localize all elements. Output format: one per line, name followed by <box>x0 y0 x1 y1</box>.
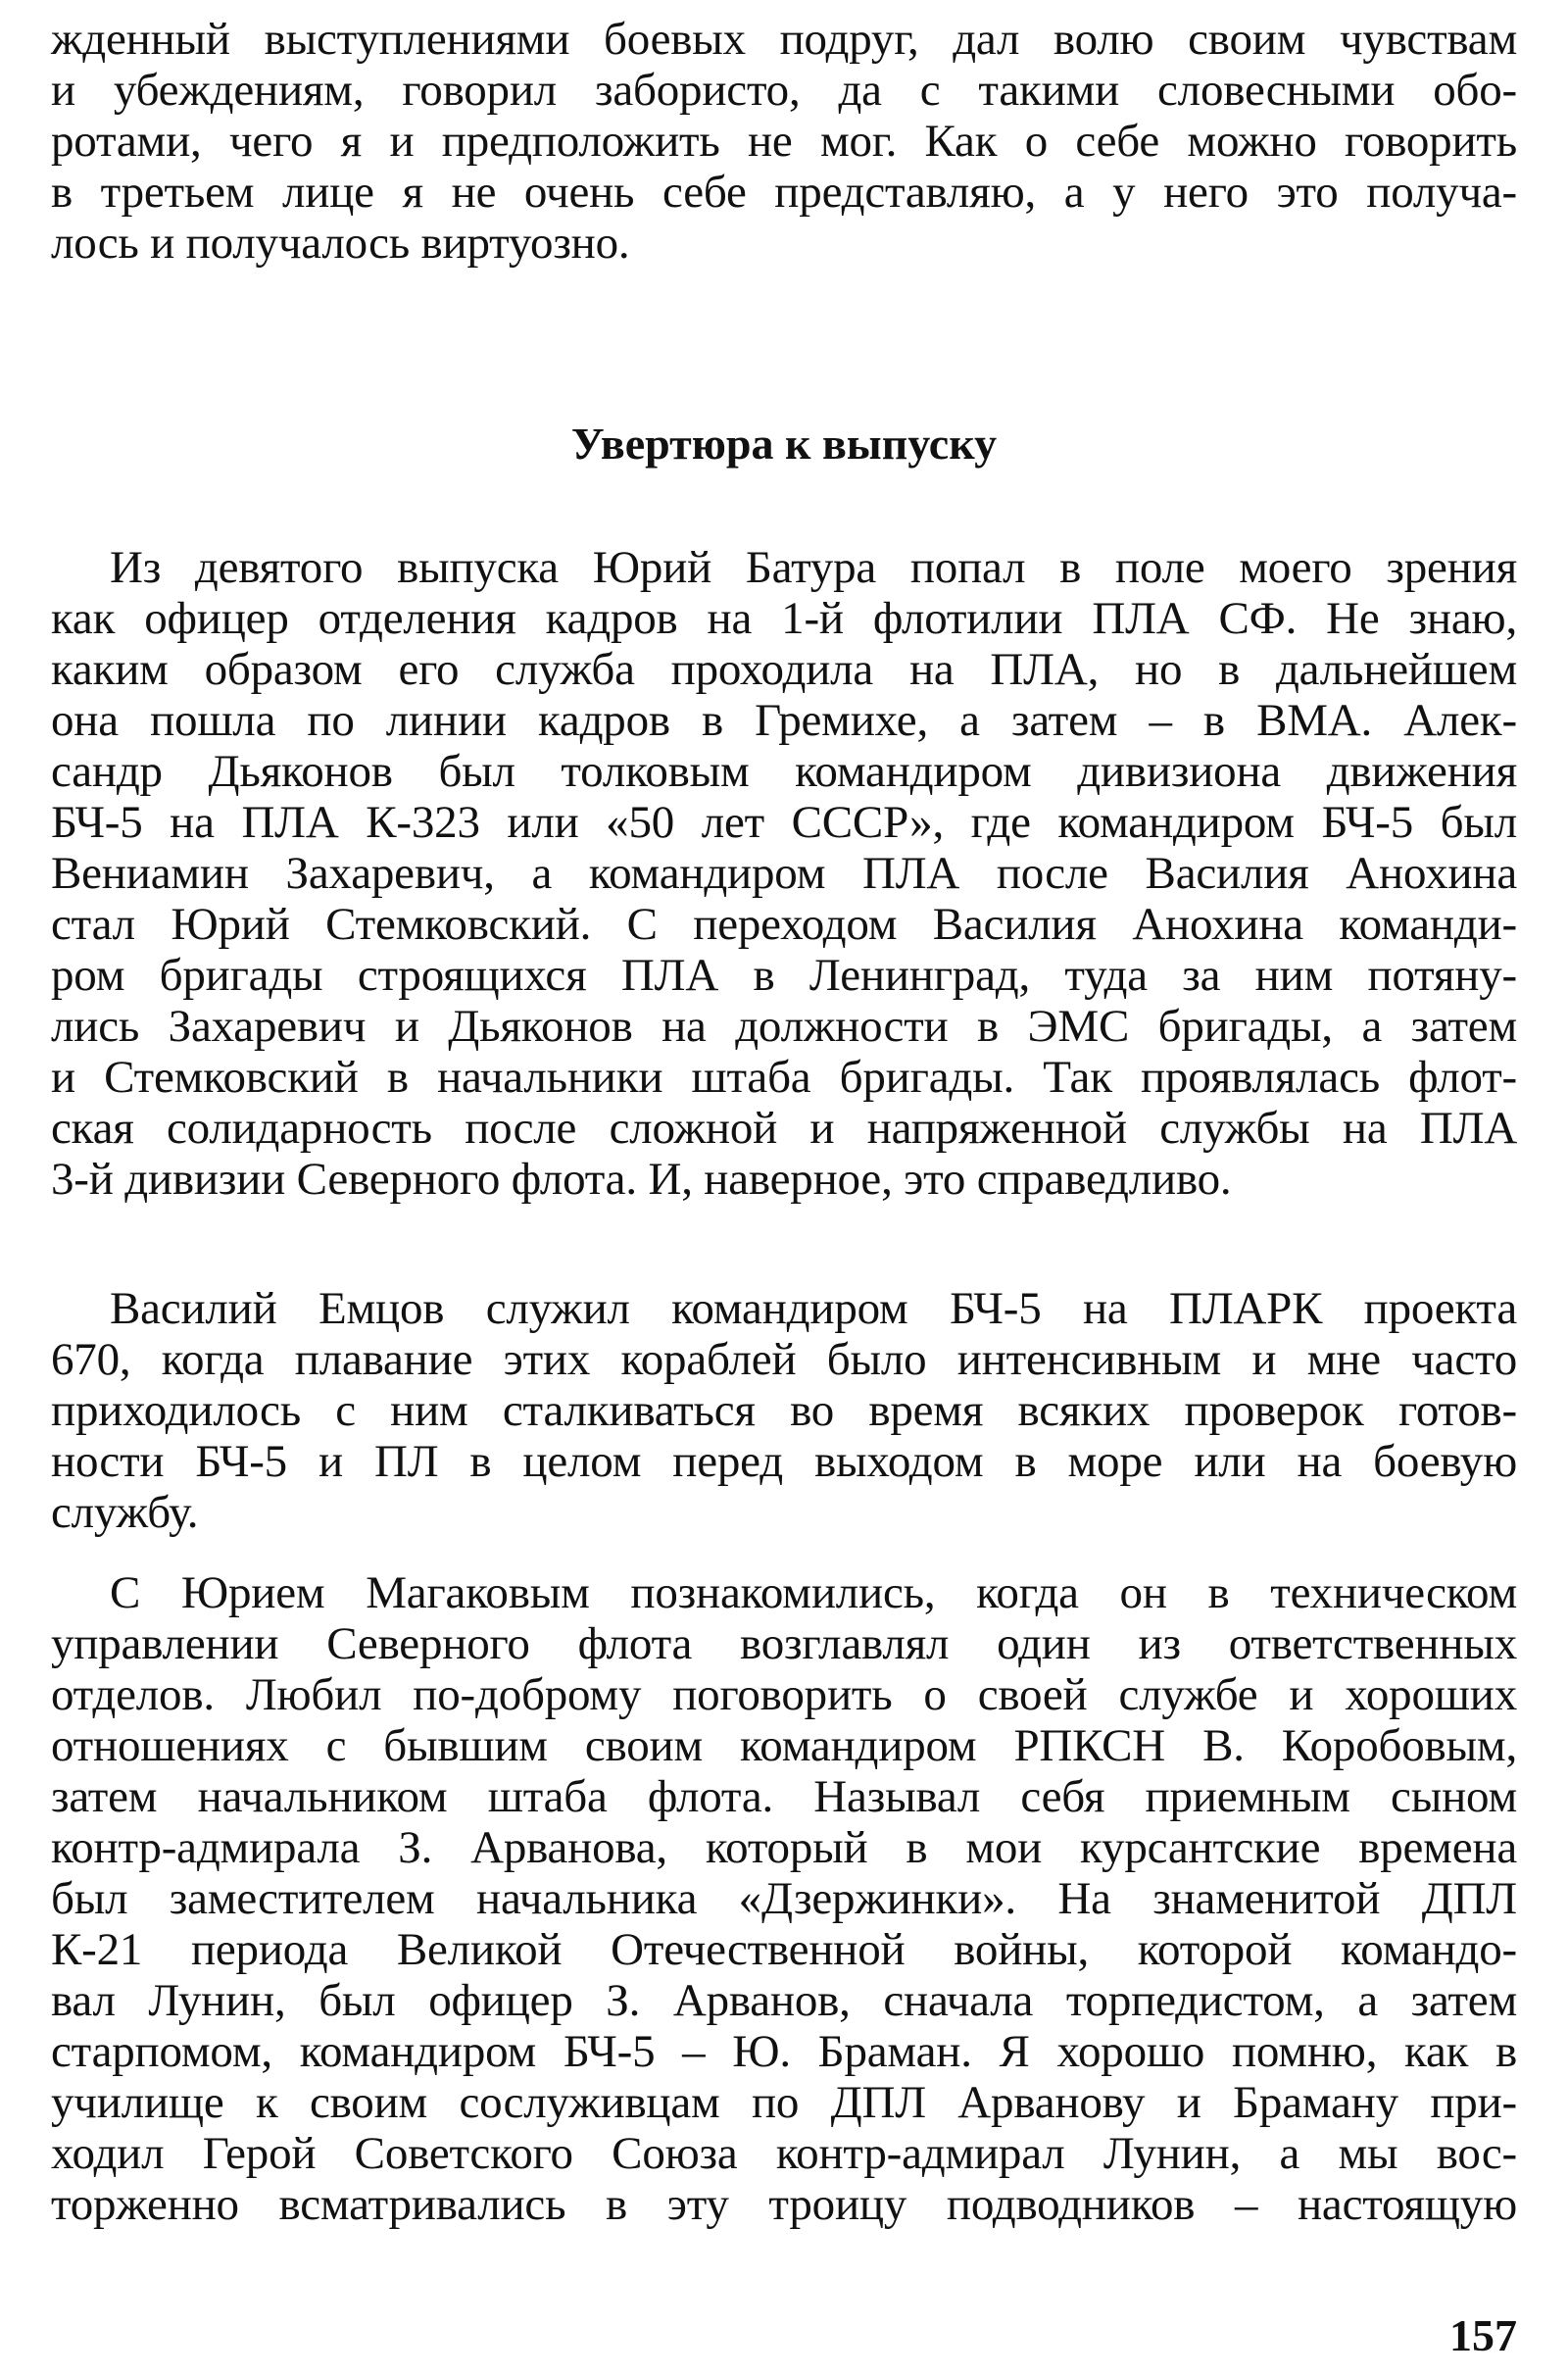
text-line: сандр Дьяконов был толковым командиром дивизиона движения <box>51 746 1517 797</box>
page-number: 157 <box>1449 2310 1517 2360</box>
text-line: БЧ-5 на ПЛА К-323 или «50 лет СССР», где командиром БЧ-5 был <box>51 797 1517 848</box>
paragraph-emtsov <box>51 1283 1517 1538</box>
text-line: стал Юрий Стемковский. С переходом Василия Анохина команди- <box>51 899 1517 950</box>
text-line: 3-й дивизии Северного флота. И, наверное, это справедливо. <box>51 1154 1232 1205</box>
text-line: как офицер отделения кадров на 1-й флотилии ПЛА СФ. Не знаю, <box>51 593 1517 644</box>
text-line: контр-адмирала З. Арванова, который в мои курсантские времена <box>51 1822 1517 1873</box>
text-line: затем начальником штаба флота. Называл себя приемным сыном <box>51 1771 1517 1822</box>
text-line: старпомом, командиром БЧ-5 – Ю. Браман. Я хорошо помню, как в <box>51 2026 1517 2077</box>
text-line: каким образом его служба проходила на ПЛА, но в дальнейшем <box>51 644 1517 695</box>
text-line: училище к своим сослуживцам по ДПЛ Арванову и Браману при- <box>51 2077 1517 2128</box>
text-line: К-21 периода Великой Отечественной войны, которой командо- <box>51 1924 1517 1975</box>
text-line: Вениамин Захаревич, а командиром ПЛА после Василия Анохина <box>51 848 1517 899</box>
section-heading: Увертюра к выпуску <box>570 419 998 469</box>
text-line: лись Захаревич и Дьяконов на должности в ЭМС бригады, а затем <box>51 1001 1517 1052</box>
text-line: ности БЧ-5 и ПЛ в целом перед выходом в море или на боевую <box>51 1436 1517 1487</box>
text-line: отделов. Любил по-доброму поговорить о своей службе и хороших <box>51 1669 1517 1720</box>
paragraph-batura <box>51 542 1517 1205</box>
text-line: отношениях с бывшим своим командиром РПКСН В. Коробовым, <box>51 1720 1517 1771</box>
text-line: управлении Северного флота возглавлял один из ответственных <box>51 1618 1517 1669</box>
text-line: и убеждениям, говорил забористо, да с такими словесными обо- <box>51 65 1517 116</box>
text-line: С Юрием Магаковым познакомились, когда он в техническом <box>110 1567 1517 1618</box>
text-line: и Стемковский в начальники штаба бригады. Так проявлялась флот- <box>51 1052 1517 1103</box>
text-line: ская солидарность после сложной и напряженной службы на ПЛА <box>51 1103 1517 1154</box>
text-line: вал Лунин, был офицер З. Арванов, сначала торпедистом, а затем <box>51 1975 1517 2026</box>
text-line: службу. <box>51 1487 199 1538</box>
top-paragraph <box>51 14 1517 269</box>
text-line: в третьем лице я не очень себе представляю, а у него это получа- <box>51 167 1517 218</box>
text-line: торженно всматривались в эту троицу подводников – настоящую <box>51 2179 1517 2230</box>
text-line: она пошла по линии кадров в Гремихе, а затем – в ВМА. Алек- <box>51 695 1517 746</box>
text-line: Василий Емцов служил командиром БЧ-5 на ПЛАРК проекта <box>110 1283 1517 1334</box>
text-line: приходилось с ним сталкиваться во время всяких проверок готов- <box>51 1385 1517 1436</box>
text-line: жденный выступлениями боевых подруг, дал волю своим чувствам <box>51 14 1517 65</box>
text-line: ротами, чего я и предположить не мог. Как о себе можно говорить <box>51 116 1517 167</box>
paragraph-magakov <box>51 1567 1517 2230</box>
text-line: лось и получалось виртуозно. <box>51 218 630 269</box>
text-line: Из девятого выпуска Юрий Батура попал в поле моего зрения <box>110 542 1517 593</box>
text-line: был заместителем начальника «Дзержинки». На знаменитой ДПЛ <box>51 1873 1517 1924</box>
text-line: ром бригады строящихся ПЛА в Ленинград, туда за ним потяну- <box>51 950 1517 1001</box>
text-line: ходил Герой Советского Союза контр-адмирал Лунин, а мы вос- <box>51 2128 1517 2179</box>
text-line: 670, когда плавание этих кораблей было интенсивным и мне часто <box>51 1334 1517 1385</box>
